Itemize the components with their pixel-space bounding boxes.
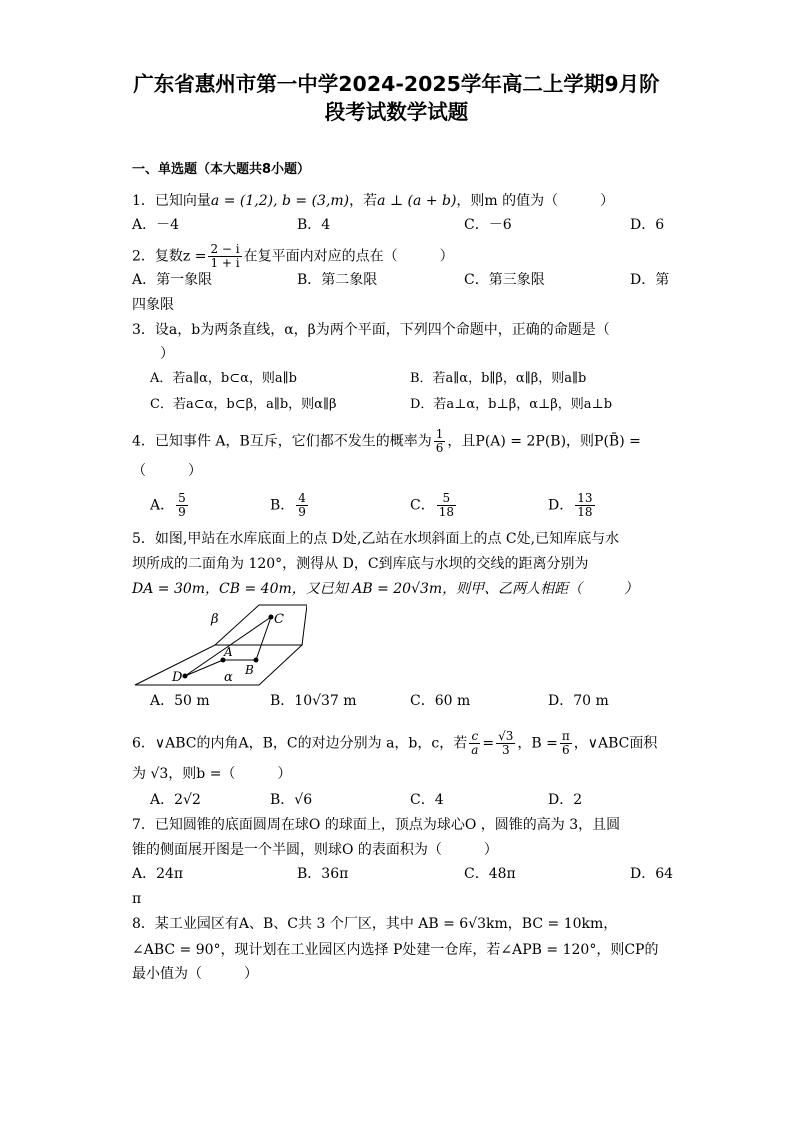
q4-a-num: 5 <box>178 491 186 505</box>
question-1-stem <box>132 191 614 211</box>
q3-option-c: C．若a⊂α，b⊂β，a∥b，则α∥β <box>150 397 337 412</box>
q4-a-label: A． <box>150 497 175 514</box>
label-beta: β <box>211 612 219 627</box>
q2-option-c: C．第三象限 <box>464 272 545 288</box>
q4-b-den: 9 <box>298 505 306 519</box>
q5-option-a: A．50 m <box>150 693 210 709</box>
exam-title-line2: 段考试数学试题 <box>324 100 469 124</box>
q2-frac-den: 1 + i <box>210 256 240 270</box>
label-d: D <box>172 670 183 685</box>
label-b: B <box>245 663 254 677</box>
q7-option-b: B．36π <box>297 866 349 882</box>
q4-frac-num: 1 <box>435 427 444 441</box>
q4-option-a <box>150 492 190 519</box>
question-5-stem-line3: DA = 30m，CB = 40m，又已知 AB = 20√3m，则甲、乙两人相距（ ） <box>132 581 639 597</box>
label-c: C <box>274 612 284 627</box>
q6-frac1-num: c <box>469 730 480 744</box>
question-6-stem <box>132 730 657 757</box>
q4-option-d <box>548 492 597 519</box>
q6-eq: = <box>482 735 495 752</box>
question-8-stem-line1: 8．某工业园区有A、B、C共 3 个厂区，其中 AB = 6√3km，BC = 10km， <box>132 916 618 932</box>
q2-option-b: B．第二象限 <box>297 272 378 288</box>
q4-d-label: D． <box>548 497 574 514</box>
question-7-stem-line1: 7．已知圆锥的底面圆周在球O 的球面上，顶点为球心O ，圆锥的高为 3，且圆 <box>132 817 621 833</box>
q6-option-c: C．4 <box>410 792 444 808</box>
q2-option-d: D．第 <box>630 272 670 288</box>
q4-a-frac <box>176 492 188 519</box>
q6-stem-a: 6．∨ABC的内角A，B，C的对边分别为 a，b，c，若 <box>132 735 468 752</box>
question-3-stem-line1: 3．设a，b为两条直线，α，β为两个平面，下列四个命题中，正确的命题是（ <box>132 322 610 338</box>
point-b <box>254 658 259 663</box>
q5-option-d: D．70 m <box>548 693 609 709</box>
plane-beta <box>215 605 307 645</box>
q4-stem-b: ，且P(A) = 2P(B)，则P(B̄) = <box>447 433 641 450</box>
q4-fraction <box>434 428 446 455</box>
q6-stem-c: ，∨ABC面积 <box>573 735 658 752</box>
q6-option-d: D．2 <box>548 792 583 808</box>
q4-option-c <box>410 492 458 519</box>
question-3-stem-line2: ） <box>132 346 174 362</box>
q2-option-d-cont: 四象限 <box>132 297 174 313</box>
q5-option-c: C．60 m <box>410 693 471 709</box>
q4-c-num: 5 <box>437 492 456 506</box>
q1-option-c: C．－6 <box>464 217 512 233</box>
section-heading: 一、单选题（本大题共8小题） <box>132 162 311 177</box>
q1-stem-b: ，若 <box>349 193 378 209</box>
q6-frac3-den: 6 <box>562 743 570 757</box>
dihedral-angle-diagram <box>132 604 307 690</box>
q4-d-frac <box>575 492 594 519</box>
q4-a-den: 9 <box>178 505 186 519</box>
q2-stem-a: 2．复数z = <box>132 248 207 265</box>
q4-d-num: 13 <box>577 491 593 505</box>
question-5-stem-line2: 坝所成的二面角为 120°，测得从 D，C到库底与水坝的交线的距离分别为 <box>132 556 589 572</box>
exam-title-line1: 广东省惠州市第一中学2024-2025学年高二上学期9月阶 <box>133 72 660 96</box>
question-8-stem-line3: 最小值为（ ） <box>132 966 258 982</box>
point-d <box>183 674 188 679</box>
q3-option-a: A．若a∥α，b⊂α，则a∥b <box>150 371 297 386</box>
q1-option-d: D．6 <box>630 217 665 233</box>
q2-fraction <box>208 243 241 270</box>
q6-frac1-den: a <box>471 743 479 757</box>
q6-frac-pi6 <box>560 730 572 757</box>
question-8-stem-line2: ∠ABC = 90°，现计划在工业园区内选择 P处建一仓库，若∠APB = 120°，则CP的 <box>132 942 659 958</box>
q4-b-frac <box>296 492 308 519</box>
q2-frac-num: 2 − i <box>210 242 240 256</box>
q2-stem-b: 在复平面内对应的点在（ ） <box>243 248 454 265</box>
q2-option-a: A．第一象限 <box>132 272 213 288</box>
q7-option-d-cont: π <box>132 891 142 907</box>
q5-option-b: B．10√37 m <box>270 693 357 709</box>
q3-option-b: B．若a∥α，b∥β，α∥β，则a∥b <box>410 371 587 386</box>
q6-option-a: A．2√2 <box>150 792 201 808</box>
q1-option-b: B．4 <box>297 217 331 233</box>
q6-frac-root3 <box>496 730 515 757</box>
question-4-stem-line2: （ ） <box>132 463 202 479</box>
question-6-stem-line2: 为 √3，则b =（ ） <box>132 766 292 782</box>
q4-d-den: 18 <box>577 505 593 519</box>
point-c <box>269 615 274 620</box>
q6-frac-ca <box>469 730 480 757</box>
q4-c-label: C． <box>410 497 435 514</box>
q7-option-d: D．64 <box>630 866 674 882</box>
q4-b-label: B． <box>270 497 295 514</box>
q1-stem-c: ，则m 的值为（ ） <box>456 193 615 209</box>
q4-stem-a: 4．已知事件 A，B互斥，它们都不发生的概率为 <box>132 433 432 450</box>
q7-option-c: C．48π <box>464 866 516 882</box>
q1-vectors: a = (1,2), b = (3,m) <box>210 193 350 209</box>
q1-stem-a: 1．已知向量 <box>132 193 211 209</box>
q1-option-a: A．－4 <box>132 217 180 233</box>
question-7-stem-line2: 锥的侧面展开图是一个半圆，则球O 的表面积为（ ） <box>132 842 498 858</box>
label-alpha: α <box>224 670 233 685</box>
q6-frac2-num: √3 <box>498 729 514 743</box>
q4-option-b <box>270 492 310 519</box>
q6-option-b: B．√6 <box>270 792 313 808</box>
q4-c-frac <box>437 492 456 519</box>
question-5-stem-line1: 5．如图,甲站在水库底面上的点 D处,乙站在水坝斜面上的点 C处,已知库底与水 <box>132 531 620 547</box>
q7-option-a: A．24π <box>132 866 184 882</box>
q4-c-den: 18 <box>438 505 454 519</box>
q6-frac2-den: 3 <box>501 743 510 757</box>
question-2-stem <box>132 243 454 270</box>
segment-cb <box>256 617 271 660</box>
q3-option-d: D．若a⊥α，b⊥β，α⊥β，则a⊥b <box>410 397 613 412</box>
q6-frac3-num: π <box>561 729 570 743</box>
label-a: A <box>224 645 233 659</box>
plane-alpha <box>135 645 302 685</box>
q1-condition: a ⊥ (a + b) <box>377 193 457 209</box>
q6-stem-b: ，B = <box>517 735 558 752</box>
question-4-stem <box>132 428 641 455</box>
q4-frac-den: 6 <box>435 441 444 455</box>
q4-b-num: 4 <box>298 491 306 505</box>
